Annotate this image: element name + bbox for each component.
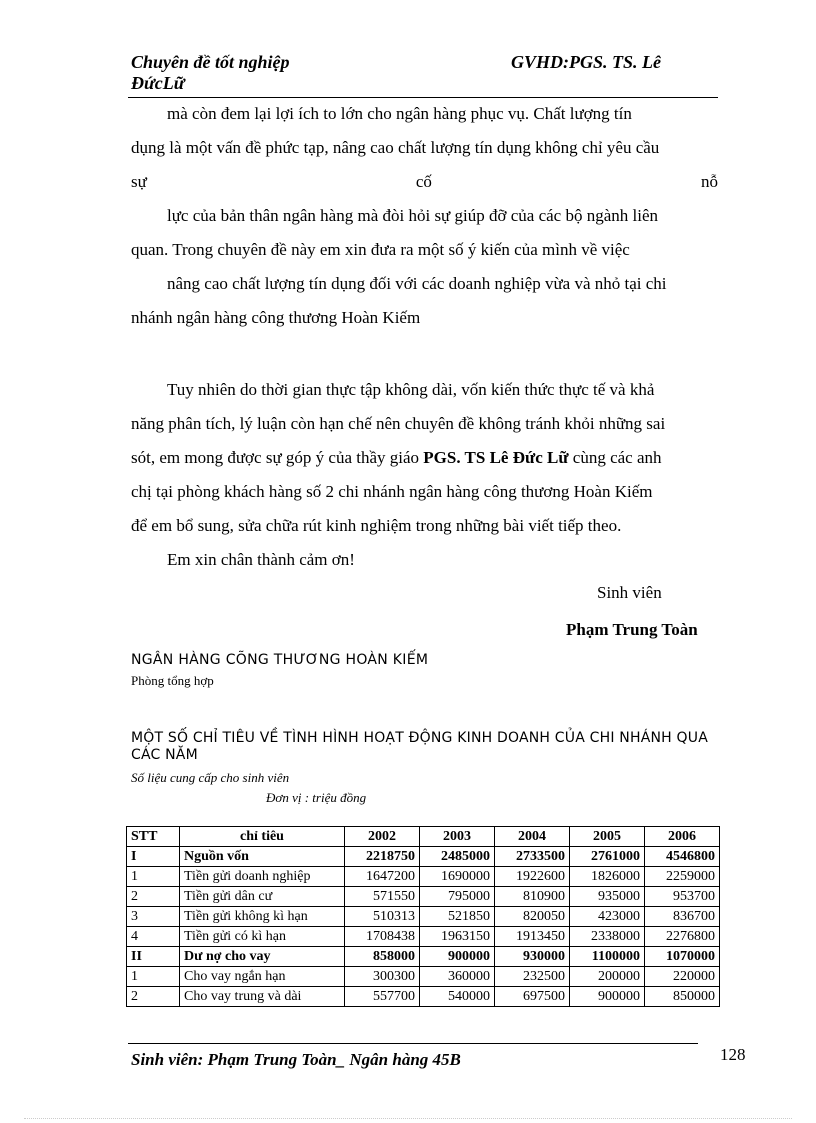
- word: sự: [131, 172, 147, 191]
- cell-name: Dư nợ cho vay: [180, 947, 345, 967]
- text-run: cùng các anh: [568, 448, 662, 467]
- text-line: quan. Trong chuyên đề này em xin đưa ra một số ý kiến của mình về việc: [131, 240, 630, 259]
- cell-name: Tiền gửi dân cư: [180, 887, 345, 907]
- text-line: lực của bản thân ngân hàng mà đòi hỏi sự giúp đỡ của các bộ ngành liên: [167, 206, 658, 225]
- table-row: [127, 987, 720, 1007]
- cell-value: 900000: [420, 947, 495, 967]
- cell-value: 820050: [495, 907, 570, 927]
- header-title: Chuyên đề tốt nghiệp: [131, 52, 290, 72]
- cell-stt: 1: [127, 867, 180, 887]
- column-header: 2002: [345, 827, 420, 847]
- paragraph-apology: [131, 373, 718, 577]
- cell-name: Tiền gửi doanh nghiệp: [180, 867, 345, 887]
- column-header: chỉ tiêu: [180, 827, 345, 847]
- text-line: Tuy nhiên do thời gian thực tập không dài, vốn kiến thức thực tế và khả: [167, 380, 655, 399]
- cell-stt: 2: [127, 887, 180, 907]
- indicator-table: [126, 826, 720, 1007]
- cell-value: 1826000: [570, 867, 645, 887]
- cell-value: 935000: [570, 887, 645, 907]
- cell-value: 900000: [570, 987, 645, 1007]
- cell-value: 2259000: [645, 867, 720, 887]
- table-row: [127, 927, 720, 947]
- column-header: 2006: [645, 827, 720, 847]
- cell-value: 1708438: [345, 927, 420, 947]
- cell-value: 510313: [345, 907, 420, 927]
- cell-value: 1922600: [495, 867, 570, 887]
- column-header: STT: [127, 827, 180, 847]
- text-line: nâng cao chất lượng tín dụng đối với các doanh nghiệp vừa và nhỏ tại chi: [167, 274, 667, 293]
- column-header: 2005: [570, 827, 645, 847]
- cell-name: Tiền gửi không kì hạn: [180, 907, 345, 927]
- department-name: Phòng tổng hợp: [131, 673, 214, 688]
- cell-value: 220000: [645, 967, 720, 987]
- paragraph-conclusion: [131, 97, 718, 335]
- cell-value: 2733500: [495, 847, 570, 867]
- thanks-line: Em xin chân thành cảm ơn!: [167, 550, 355, 569]
- text-run: sót, em mong được sự góp ý của thầy giáo: [131, 448, 424, 467]
- cell-name: Tiền gửi có kì hạn: [180, 927, 345, 947]
- table-row: [127, 887, 720, 907]
- cell-value: 2761000: [570, 847, 645, 867]
- cell-name: Nguồn vốn: [180, 847, 345, 867]
- table-row: [127, 947, 720, 967]
- cell-value: 557700: [345, 987, 420, 1007]
- cell-value: 571550: [345, 887, 420, 907]
- cell-value: 1913450: [495, 927, 570, 947]
- column-header: 2003: [420, 827, 495, 847]
- cell-value: 850000: [645, 987, 720, 1007]
- cell-value: 2485000: [420, 847, 495, 867]
- word: nỗ: [700, 172, 718, 191]
- text-line: dụng là một vấn đề phức tạp, nâng cao chất lượng tín dụng không chỉ yêu cầu: [131, 138, 660, 157]
- text-line: để em bổ sung, sửa chữa rút kinh nghiệm trong những bài viết tiếp theo.: [131, 516, 622, 535]
- text-line: nhánh ngân hàng công thương Hoàn Kiếm: [131, 308, 421, 327]
- cell-value: 1963150: [420, 927, 495, 947]
- cell-value: 1070000: [645, 947, 720, 967]
- word: cố: [415, 172, 432, 191]
- cell-stt: II: [127, 947, 180, 967]
- table-row: [127, 907, 720, 927]
- report-unit: Đơn vị : triệu đồng: [266, 790, 367, 805]
- cell-value: 1647200: [345, 867, 420, 887]
- cell-value: 540000: [420, 987, 495, 1007]
- page-number: 128: [720, 1045, 746, 1064]
- header-advisor: GVHD:PGS. TS. Lê: [511, 52, 661, 72]
- cell-stt: 2: [127, 987, 180, 1007]
- footer-student: Sinh viên: Phạm Trung Toàn_ Ngân hàng 45B: [131, 1050, 461, 1069]
- cell-value: 953700: [645, 887, 720, 907]
- cell-stt: 1: [127, 967, 180, 987]
- column-header: 2004: [495, 827, 570, 847]
- cell-value: 795000: [420, 887, 495, 907]
- text-line: mà còn đem lại lợi ích to lớn cho ngân hàng phục vụ. Chất lượng tín: [167, 104, 632, 123]
- cell-value: 2276800: [645, 927, 720, 947]
- bank-name: NGÂN HÀNG CÕNG THƯƠNG HOÀN KIẾM: [131, 652, 429, 668]
- cell-stt: 4: [127, 927, 180, 947]
- cell-value: 697500: [495, 987, 570, 1007]
- table-row: [127, 847, 720, 867]
- cell-value: 4546800: [645, 847, 720, 867]
- cell-value: 930000: [495, 947, 570, 967]
- cell-value: 232500: [495, 967, 570, 987]
- cell-stt: 3: [127, 907, 180, 927]
- cell-name: Cho vay ngắn hạn: [180, 967, 345, 987]
- table-row: [127, 967, 720, 987]
- cell-value: 2218750: [345, 847, 420, 867]
- text-line: chị tại phòng khách hàng số 2 chi nhánh ngân hàng công thương Hoàn Kiếm: [131, 482, 653, 501]
- header-title-continuation: ĐứcLữ: [131, 73, 185, 93]
- text-line: năng phân tích, lý luận còn hạn chế nên chuyên đề không tránh khỏi những sai: [131, 414, 666, 433]
- report-note: Số liệu cung cấp cho sinh viên: [131, 770, 290, 785]
- cell-value: 858000: [345, 947, 420, 967]
- cell-value: 200000: [570, 967, 645, 987]
- footer-divider: [128, 1043, 698, 1044]
- cell-value: 360000: [420, 967, 495, 987]
- cell-value: 836700: [645, 907, 720, 927]
- cell-value: 423000: [570, 907, 645, 927]
- cell-value: 810900: [495, 887, 570, 907]
- cell-stt: I: [127, 847, 180, 867]
- cell-name: Cho vay trung và dài: [180, 987, 345, 1007]
- table-header-row: [127, 827, 720, 847]
- cell-value: 300300: [345, 967, 420, 987]
- text-line: [131, 441, 718, 475]
- page-edge: [24, 1118, 792, 1119]
- table-row: [127, 867, 720, 887]
- cell-value: 2338000: [570, 927, 645, 947]
- advisor-name: PGS. TS Lê Đức Lữ: [423, 448, 569, 467]
- cell-value: 1690000: [420, 867, 495, 887]
- report-title: MỘT SỐ CHỈ TIÊU VỀ TÌNH HÌNH HOẠT ĐỘNG KINH DOANH CỦA CHI NHÁNH QUA CÁC NĂM: [131, 730, 708, 763]
- signature-name: Phạm Trung Toàn: [566, 620, 698, 639]
- cell-value: 521850: [420, 907, 495, 927]
- signature-role: Sinh viên: [597, 583, 662, 602]
- text-line: [131, 165, 718, 199]
- cell-value: 1100000: [570, 947, 645, 967]
